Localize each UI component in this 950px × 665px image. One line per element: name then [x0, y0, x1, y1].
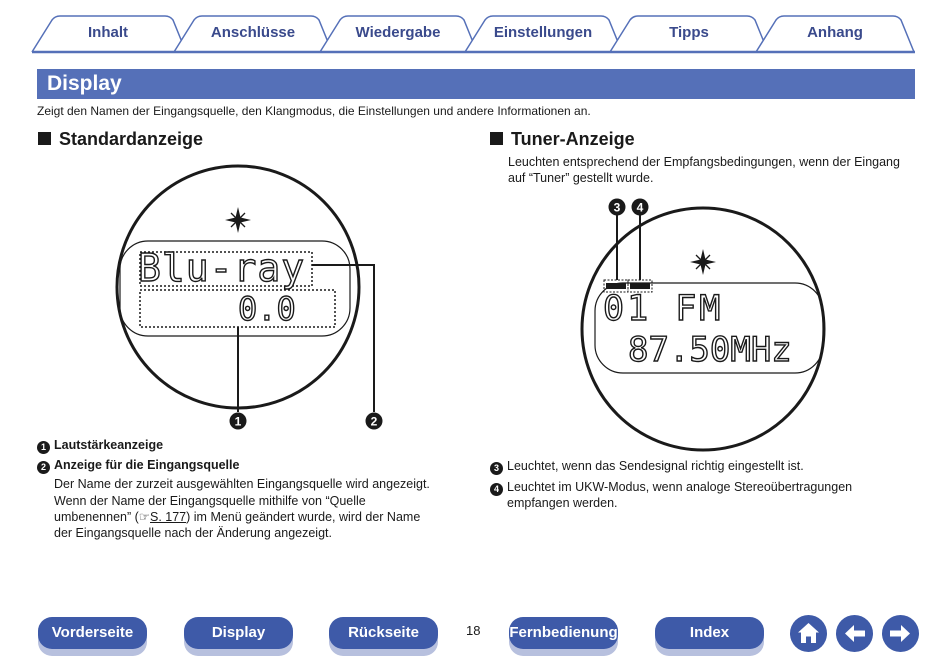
item2-desc-b1: Wenn der Name der Eingangsquelle mithilfe von “Quelle — [54, 494, 366, 508]
rueckseite-button[interactable]: Rückseite — [329, 617, 438, 649]
tab-wiedergabe[interactable]: Wiedergabe — [355, 24, 441, 41]
display-button[interactable]: Display — [184, 617, 293, 649]
page-number: 18 — [466, 623, 481, 638]
index-button[interactable]: Index — [655, 617, 764, 649]
fernbedienung-button[interactable]: Fernbedienung — [509, 617, 618, 649]
list-item-1: 1 Lautstärkeanzeige — [37, 437, 163, 454]
tuner-desc-2: auf “Tuner” gestellt wurde. — [508, 171, 654, 185]
svg-text:2: 2 — [370, 414, 378, 429]
item2-desc-a: Der Name der zurzeit ausgewählten Eingangsquelle wird angezeigt. — [54, 477, 430, 491]
display-input-source: Blu-ray — [138, 246, 306, 290]
back-button[interactable] — [836, 615, 873, 652]
page-177-link[interactable]: S. 177 — [150, 510, 187, 524]
svg-text:4: 4 — [636, 200, 644, 215]
tuner-preset-band: 01 FM — [603, 289, 724, 329]
tab-tipps[interactable]: Tipps — [669, 24, 709, 41]
standard-heading: Standardanzeige — [38, 129, 203, 150]
item2-desc-b3: der Eingangsquelle nach der Änderung angezeigt. — [54, 526, 332, 540]
page-title: Display — [47, 72, 122, 95]
tab-einstellungen[interactable]: Einstellungen — [493, 24, 593, 41]
intro-text: Zeigt den Namen der Eingangsquelle, den Klangmodus, die Einstellungen und andere Informationen an. — [37, 104, 591, 118]
home-button[interactable] — [790, 615, 827, 652]
vorderseite-button[interactable]: Vorderseite — [38, 617, 147, 649]
tuner-frequency: 87.50MHz — [628, 330, 792, 370]
tab-inhalt[interactable]: Inhalt — [88, 24, 128, 41]
home-icon — [790, 615, 827, 652]
display-volume: 0.0 — [238, 290, 296, 328]
list-item-3: 3 Leuchtet, wenn das Sendesignal richtig eingestellt ist. — [490, 458, 804, 475]
svg-text:3: 3 — [613, 200, 621, 215]
arrow-right-icon — [882, 615, 919, 652]
reference-hand-icon: ☞ — [138, 510, 150, 524]
item4-desc-2: empfangen werden. — [507, 496, 618, 510]
tuner-heading: Tuner-Anzeige — [490, 129, 635, 150]
tuner-desc-1: Leuchten entsprechend der Empfangsbedingungen, wenn der Eingang — [508, 155, 900, 169]
forward-button[interactable] — [882, 615, 919, 652]
list-item-4: 4 Leuchtet im UKW-Modus, wenn analoge Stereoübertragungen — [490, 479, 852, 496]
item2-desc-b2: umbenennen” (☞S. 177) im Menü geändert wurde, wird der Name — [54, 510, 421, 524]
square-bullet-icon — [490, 132, 503, 145]
tab-anhang[interactable]: Anhang — [807, 24, 863, 41]
svg-text:1: 1 — [234, 414, 242, 429]
arrow-left-icon — [836, 615, 873, 652]
tab-anschluesse[interactable]: Anschlüsse — [210, 24, 296, 41]
list-item-2: 2 Anzeige für die Eingangsquelle — [37, 457, 239, 474]
tuner-lens-circle — [582, 208, 824, 450]
